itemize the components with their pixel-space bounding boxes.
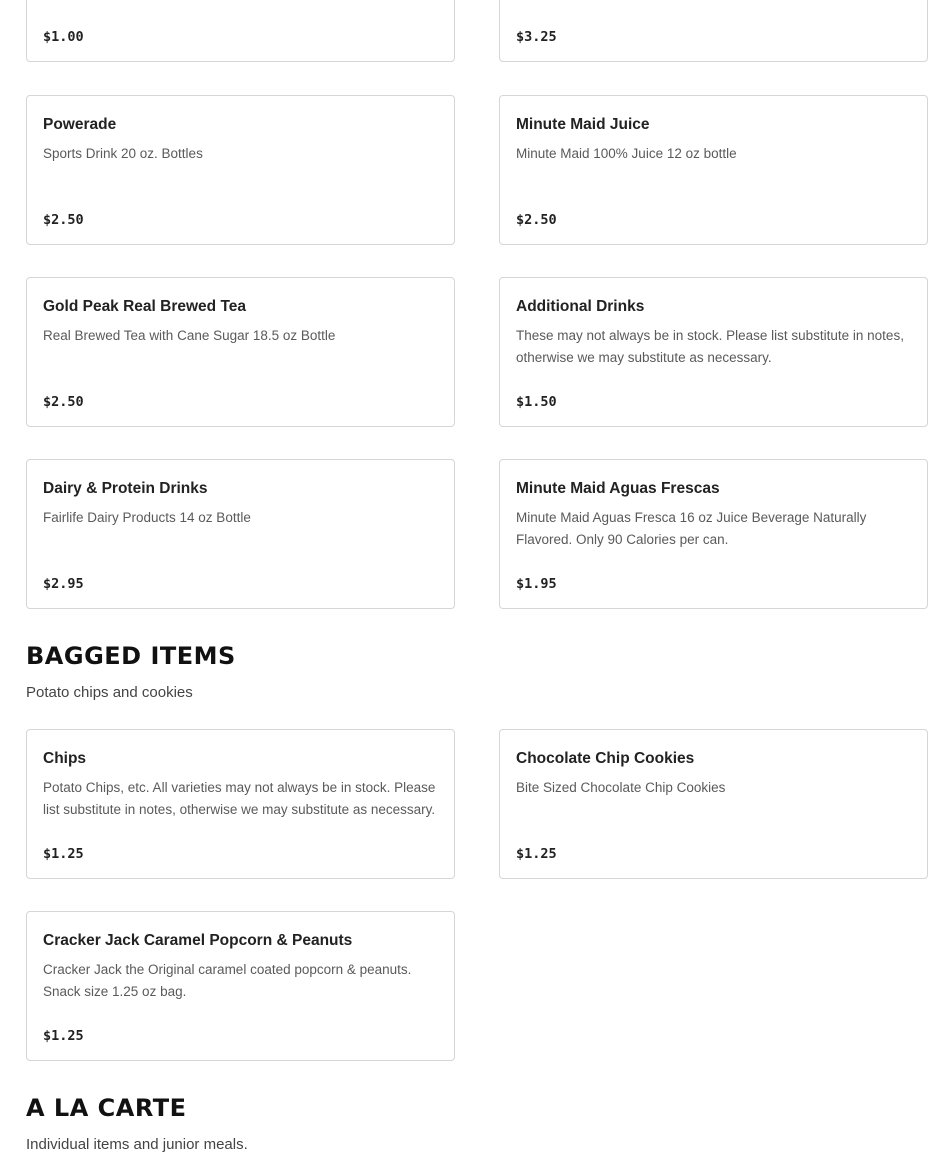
item-description: Minute Maid 100% Juice 12 oz bottle bbox=[516, 146, 737, 161]
item-price: $2.50 bbox=[43, 212, 84, 228]
item-name: Chocolate Chip Cookies bbox=[516, 750, 695, 767]
menu-item-card[interactable] bbox=[26, 0, 455, 62]
section-subtitle-a-la-carte: Individual items and junior meals. bbox=[26, 1136, 248, 1153]
item-price: $2.50 bbox=[516, 212, 557, 228]
item-price: $2.50 bbox=[43, 394, 84, 410]
menu-item-card[interactable] bbox=[26, 277, 455, 427]
item-name: Chips bbox=[43, 750, 87, 767]
item-name: Powerade bbox=[43, 116, 117, 133]
section-subtitle-bagged-items: Potato chips and cookies bbox=[26, 684, 193, 701]
item-name: Additional Drinks bbox=[516, 298, 645, 315]
item-description: Real Brewed Tea with Cane Sugar 18.5 oz Bottle bbox=[43, 328, 336, 343]
item-name: Cracker Jack Caramel Popcorn & Peanuts bbox=[43, 932, 353, 949]
item-name: Gold Peak Real Brewed Tea bbox=[43, 298, 247, 315]
item-price: $2.95 bbox=[43, 576, 84, 592]
item-price: $3.25 bbox=[516, 29, 557, 45]
item-price: $1.00 bbox=[43, 29, 84, 45]
item-price: $1.50 bbox=[516, 394, 557, 410]
section-title-a-la-carte: A LA CARTE bbox=[26, 1094, 187, 1122]
item-price: $1.95 bbox=[516, 576, 557, 592]
item-description: These may not always be in stock. Please list substitute in notes, otherwise we may substitute as necessary. bbox=[516, 328, 904, 365]
menu-item-card[interactable] bbox=[499, 277, 928, 427]
item-price: $1.25 bbox=[43, 1028, 84, 1044]
section-title-bagged-items: BAGGED ITEMS bbox=[26, 642, 236, 670]
item-description: Sports Drink 20 oz. Bottles bbox=[43, 146, 203, 161]
item-name: Minute Maid Juice bbox=[516, 116, 650, 133]
menu-item-card[interactable] bbox=[26, 459, 455, 609]
item-name: Dairy & Protein Drinks bbox=[43, 480, 208, 497]
item-name: Minute Maid Aguas Frescas bbox=[516, 480, 720, 497]
menu-item-card[interactable] bbox=[499, 459, 928, 609]
item-description: Fairlife Dairy Products 14 oz Bottle bbox=[43, 510, 251, 525]
item-price: $1.25 bbox=[516, 846, 557, 862]
item-description: Bite Sized Chocolate Chip Cookies bbox=[516, 780, 726, 795]
item-price: $1.25 bbox=[43, 846, 84, 862]
item-description: Potato Chips, etc. All varieties may not always be in stock. Please list substitute in notes, otherwise we may substitute as necessary. bbox=[43, 780, 436, 817]
menu-item-card[interactable] bbox=[26, 729, 455, 879]
menu-item-card[interactable] bbox=[26, 911, 455, 1061]
menu-item-card[interactable] bbox=[26, 95, 455, 245]
item-description: Cracker Jack the Original caramel coated popcorn & peanuts. Snack size 1.25 oz bag. bbox=[43, 962, 412, 999]
menu-item-card[interactable] bbox=[499, 729, 928, 879]
item-description: Minute Maid Aguas Fresca 16 oz Juice Beverage Naturally Flavored. Only 90 Calories per can. bbox=[516, 510, 867, 547]
menu-item-card[interactable] bbox=[499, 0, 928, 62]
menu-item-card[interactable] bbox=[499, 95, 928, 245]
